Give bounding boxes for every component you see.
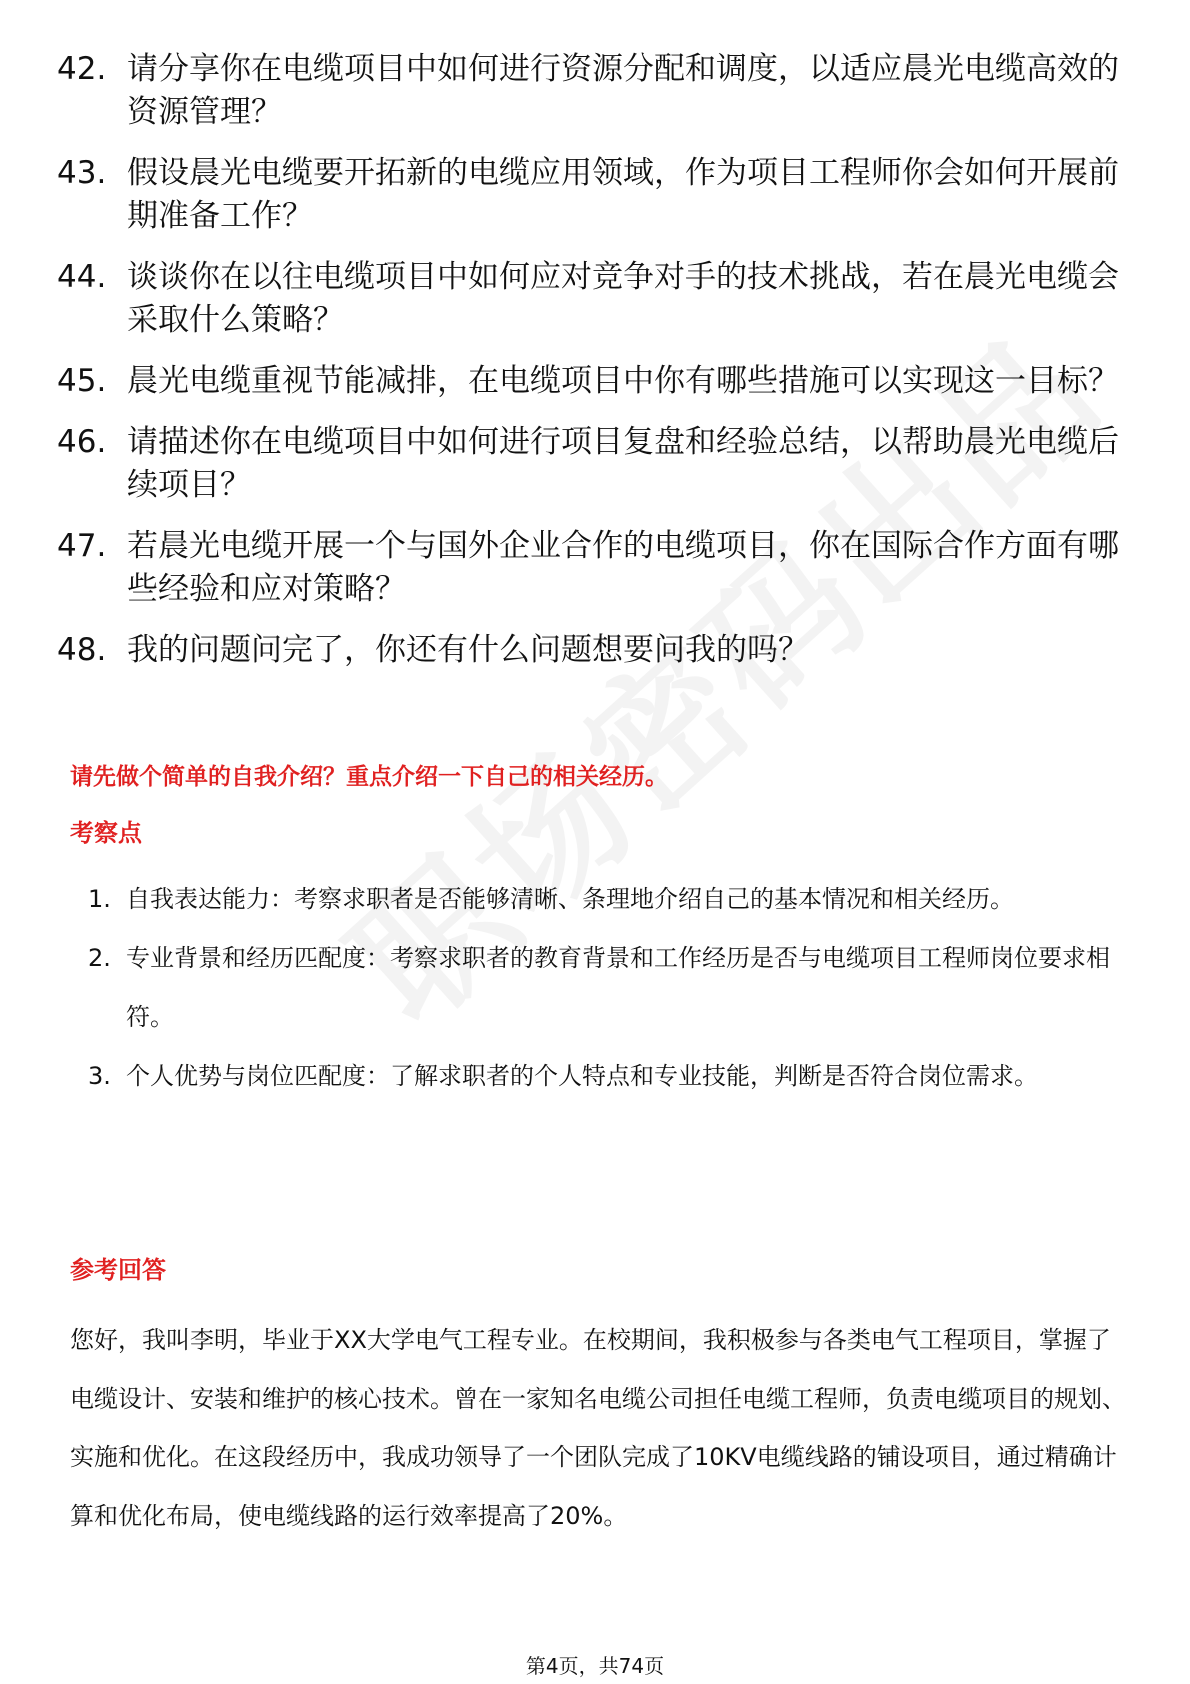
assessment-points-heading: 考察点 — [70, 819, 142, 847]
question-number: 44. — [57, 259, 107, 295]
assessment-points-list — [88, 870, 1118, 1106]
question-item — [57, 629, 1137, 672]
question-text: 若晨光电缆开展一个与国外企业合作的电缆项目，你在国际合作方面有哪些经验和应对策略？ — [127, 528, 1119, 607]
question-number: 42. — [57, 51, 107, 87]
assessment-point — [88, 1047, 1118, 1106]
question-text: 假设晨光电缆要开拓新的电缆应用领域，作为项目工程师你会如何开展前期准备工作？ — [127, 155, 1119, 234]
question-text: 谈谈你在以往电缆项目中如何应对竞争对手的技术挑战，若在晨光电缆会采取什么策略？ — [127, 259, 1119, 338]
assessment-point — [88, 929, 1118, 1047]
question-text: 请描述你在电缆项目中如何进行项目复盘和经验总结，以帮助晨光电缆后续项目？ — [127, 424, 1119, 503]
question-number: 46. — [57, 424, 107, 460]
reference-answer-text: 您好，我叫李明，毕业于XX大学电气工程专业。在校期间，我积极参与各类电气工程项目，掌握了电缆设计、安装和维护的核心技术。曾在一家知名电缆公司担任电缆工程师，负责电缆项目的规划、实施和优化。在这段经历中，我成功领导了一个团队完成了10KV电缆线路的铺设项目，通过精确计算和优化布局，使电缆线路的运行效率提高了20%。 — [70, 1326, 1126, 1530]
question-item — [57, 48, 1137, 134]
assessment-point — [88, 870, 1118, 929]
question-text: 晨光电缆重视节能减排，在电缆项目中你有哪些措施可以实现这一目标？ — [127, 363, 1119, 399]
point-number: 1. — [88, 885, 111, 913]
question-number: 43. — [57, 155, 107, 191]
question-number: 47. — [57, 528, 107, 564]
question-number: 48. — [57, 632, 107, 668]
point-text: 自我表达能力：考察求职者是否能够清晰、条理地介绍自己的基本情况和相关经历。 — [126, 885, 1014, 913]
point-text: 个人优势与岗位匹配度：了解求职者的个人特点和专业技能，判断是否符合岗位需求。 — [126, 1062, 1038, 1090]
question-number: 45. — [57, 363, 107, 399]
question-item — [57, 152, 1137, 238]
self-intro-question-heading: 请先做个简单的自我介绍？重点介绍一下自己的相关经历。 — [70, 764, 668, 790]
reference-answer-heading: 参考回答 — [70, 1256, 166, 1284]
question-text: 请分享你在电缆项目中如何进行资源分配和调度，以适应晨光电缆高效的资源管理？ — [127, 51, 1119, 130]
question-text: 我的问题问完了，你还有什么问题想要问我的吗？ — [127, 632, 809, 668]
question-item — [57, 360, 1137, 403]
point-number: 3. — [88, 1062, 111, 1090]
page-footer: 第4页，共74页 — [525, 1654, 665, 1678]
question-item — [57, 256, 1137, 342]
question-item — [57, 525, 1137, 611]
point-number: 2. — [88, 944, 111, 972]
question-list — [57, 48, 1137, 690]
point-text: 专业背景和经历匹配度：考察求职者的教育背景和工作经历是否与电缆项目工程师岗位要求相符。 — [126, 944, 1110, 1031]
question-item — [57, 421, 1137, 507]
